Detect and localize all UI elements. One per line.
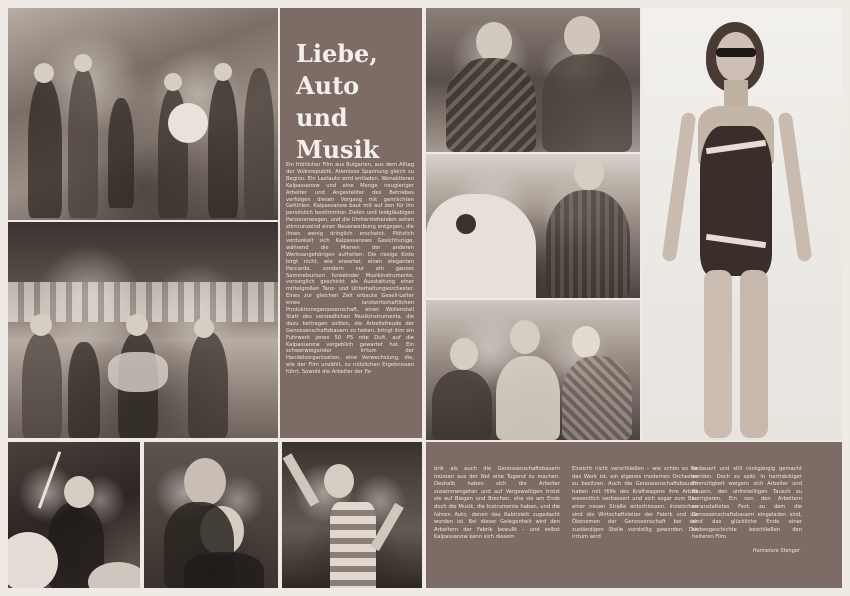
- article-title: [296, 38, 416, 166]
- photo-band-crowd: [8, 8, 278, 220]
- article-column-3: bedauert und still rückgängig gemacht werden. Doch zu spät: in hartnäckiger Einmütigkeit weigern sich Arbeiter und Bauern, den unfreiwilligen Tausch zu korrigieren. Ein von den Arbeitern veranstaltetes Fest, zu dem die Genossenschaftsbauern eingeladen sind, sind das glückliche Ende einer Liebesgeschichte beschließen den heiteren Film.: [692, 466, 802, 541]
- title-line-2: Auto: [296, 71, 360, 100]
- author-credit: Hannelore Stenger: [752, 548, 800, 554]
- photo-two-men-portrait: [144, 442, 278, 588]
- photo-woman-swimsuit: [642, 8, 842, 440]
- article-intro-text: Ein fröhlicher Film aus Bulgarien, aus dem Alltag der Volksrepublik. Atemlose Spannung gleich zu Beginn: Ein Lastauto wird entladen. Wenaktieren Kalpassanow und eine Menge neugieriger Arbeiter und Angestellter des Betriebes verfolgen diesen Vorgang mit gemischten Gefühlen. Kalpassanow baut mit auf den für ihn persönlich bestimmten Zielen und leidgläubigen Personenwagen, und die Umherstehenden sehen stirnrunzelnd einer Neuerwerbung entgegen, die ihnen wenig dringlich erscheint. Plötzlich verdunkelt sich Kalpassanows Gesichtszüge, während die Mienen der anderen Werksangehörigen aufhellen: Die riesige Kiste birgt nicht, wie erwartet, einen eleganten Paccarda, sondern nur ein ganzes Sammelsurium funkelnder Musikinstrumente, vorsorglich geschickt als Ausstattung einer mittelgroßen Tanz- und Unterhaltungsorchester. Eines zur gleichen Zeit erbaute Gesell-Leiter eines landwirtschaftlichen Produktionsgenossenschaft, einen Wollenstall Statt des versiedlichen Musikinstruments, die dazu beitragen sollten, die Arbeitsfreude der Genossenschaftsbauern zu heben, bringt ihm ein Fuhrwerk jenes 50 PS rote Duft, auf die Kalpassanow vergeblich gewartet hat. Ein schwerwiegender Irrtum der Handelsorganisation, eine Verwechslung, die, wie der Film unzählt, zu nützlichen Ergebnissen führt. Sowohl die Arbeiter der Fa-: [286, 162, 414, 376]
- photo-man-arms-raised: [282, 442, 422, 588]
- title-line-1: Liebe,: [296, 39, 378, 68]
- title-line-3: und Musik: [296, 103, 380, 164]
- photo-three-people: [426, 300, 640, 440]
- photo-man-with-cow: [426, 154, 640, 298]
- photo-drummer: [8, 442, 140, 588]
- article-column-2: Einsicht nicht verschließen – wie schön es für das Werk ist, ein eigenes modernes Orchester zu besitzen. Auch die Genossenschaftsbauern haben mit Hilfe des Kraftwagens ihre Arbeit wesentlich verbessert und sich sogar zum Bau einer neuen Straße entschlossen. Inzwischen sind die Wirtschaftsleiter der Fabrik und die Ökonomen der Genossenschaft bei der zuständigen Stelle vorstellig geworden. Der Irrtum wird: [572, 466, 698, 541]
- photo-stage-orchestra: [8, 222, 278, 438]
- photo-two-men-eating: [426, 8, 640, 152]
- article-column-1: brik als auch die Genossenschaftsbauern müssen aus der Not eine Tugend zu machen. Deshalb haben sich die Arbeiter zusammengetan und auf Vergewaltigen trotzt sie auf Biegen und Brechen, ehe sie am Ende doch die Musik, die Instrumente haben, und die fahren Auto, denen das Kabriolett zugedacht worden ist. Bei dieser Gelegenheit wird den Arbeitern der Fabrik bewußt – und selbst Kalpassanow kann sich diesem: [434, 466, 560, 541]
